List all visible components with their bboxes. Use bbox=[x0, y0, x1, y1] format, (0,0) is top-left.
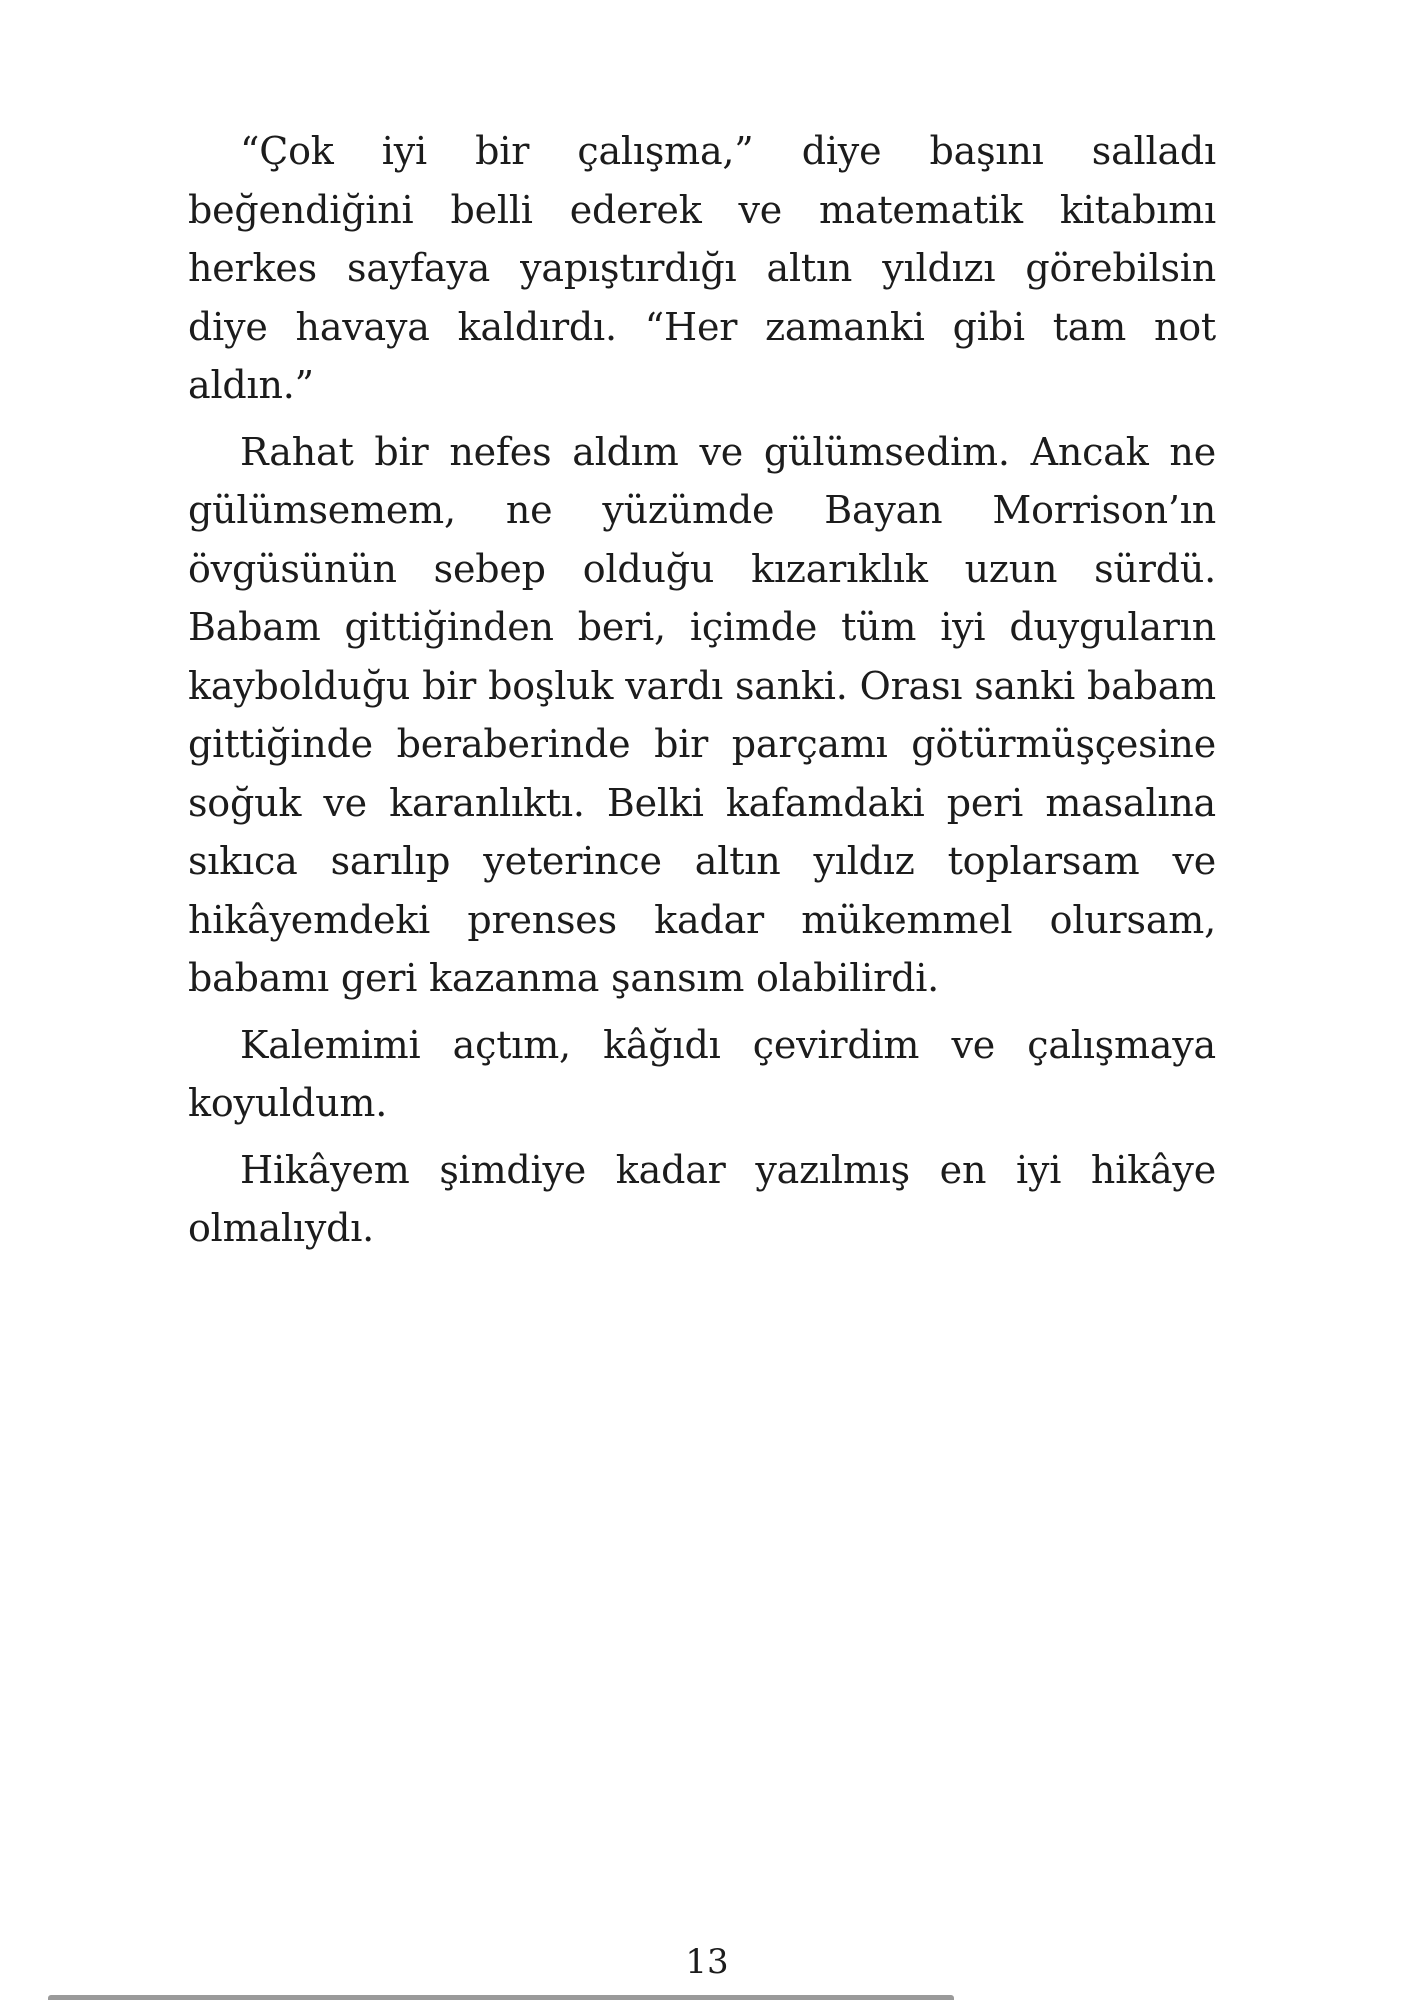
paragraph-4: Hikâyem şimdiye kadar yazılmış en iyi hikâye olmalıydı. bbox=[188, 1147, 1216, 1250]
page-number: 13 bbox=[685, 1942, 729, 1982]
page-body-text bbox=[188, 122, 1216, 1266]
paragraph-3: Kalemimi açtım, kâğıdı çevirdim ve çalışmaya koyuldum. bbox=[188, 1022, 1216, 1125]
paragraph-2: Rahat bir nefes aldım ve gülümsedim. Ancak ne gülümsemem, ne yüzümde Bayan Morrison’ın övgüsünün sebep olduğu kızarıklık uzun sürdü. Babam gittiğinden beri, içimde tüm iyi duyguların kaybolduğu bir boşluk vardı sanki. Orası sanki babam gittiğinde beraberinde bir parçamı götürmüşçesine soğuk ve karanlıktı. Belki kafamdaki peri masalına sıkıca sarılıp yeterince altın yıldız toplarsam ve hikâyemdeki prenses kadar mükemmel olursam, babamı geri kazanma şansım olabilirdi. bbox=[188, 429, 1216, 1000]
paragraph-1: “Çok iyi bir çalışma,” diye başını salladı beğendiğini belli ederek ve matematik kitabımı herkes sayfaya yapıştırdığı altın yıldızı görebilsin diye havaya kaldırdı. “Her zamanki gibi tam not aldın.” bbox=[188, 129, 1216, 407]
reader-progress-bar bbox=[48, 1995, 954, 2000]
